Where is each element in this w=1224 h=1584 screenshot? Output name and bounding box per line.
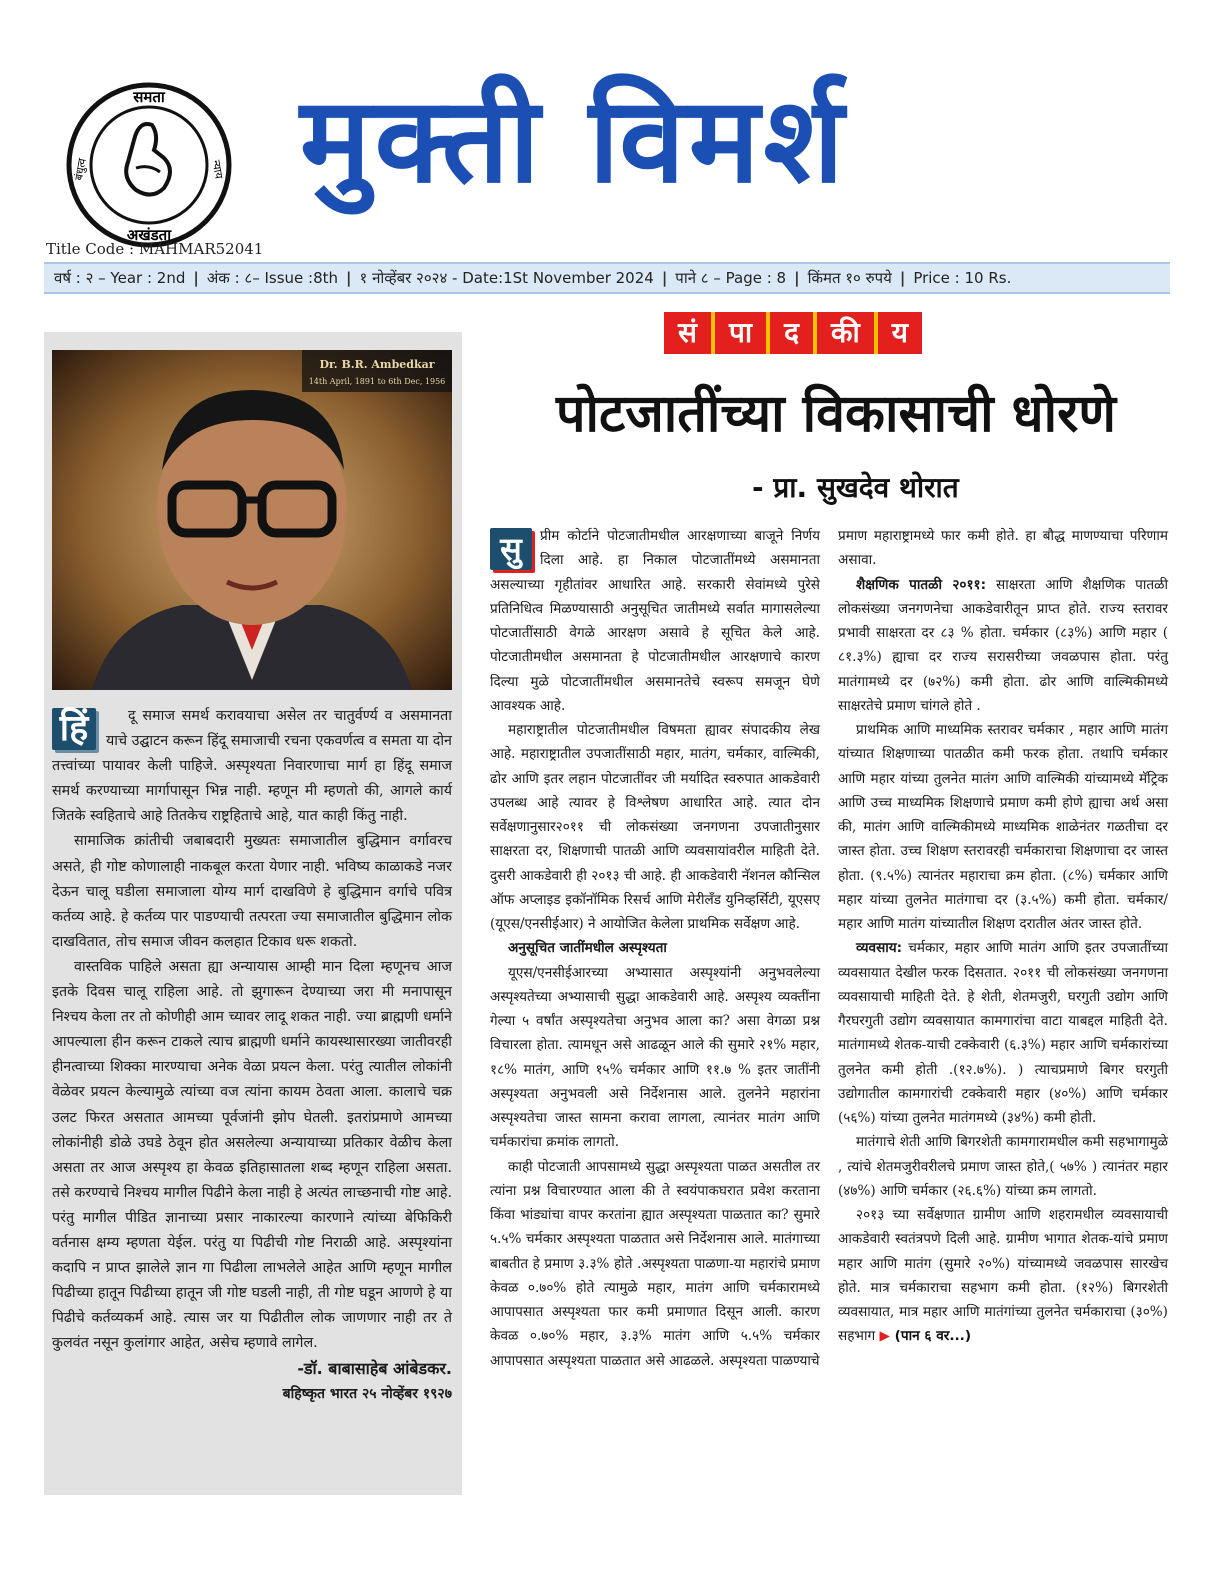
- ambedkar-portrait: [52, 350, 452, 690]
- section-heading: व्यवसाय:: [856, 940, 903, 957]
- quote-text: [52, 704, 452, 1407]
- editorial-paragraph: [838, 1203, 1168, 1349]
- title-code: Title Code : MAHMAR52041: [46, 240, 264, 258]
- quote-source: बहिष्कृत भारत २५ नोव्हेंबर १९२७: [282, 1385, 452, 1402]
- editorial-label: [664, 312, 922, 354]
- info-price-en: Price : 10 Rs.: [913, 269, 1012, 287]
- quote-signature: -डॉ. बाबासाहेब आंबेडकर.: [297, 1359, 452, 1379]
- issue-info-bar: [44, 262, 1170, 294]
- editorial-label-letter: की: [817, 312, 878, 354]
- continued-text: (पान ६ वर...): [894, 1328, 972, 1345]
- info-date: १ नोव्हेंबर २०२४ - Date:1St November 2024: [359, 269, 654, 287]
- editorial-paragraph: यूएस/एनसीईआरच्या अभ्यासात अस्पृश्यांनी अनुभवलेल्या अस्पृश्यतेच्या अभ्यासाची सुद्धा आकडेवारी आहे. अस्पृश्य व्यक्तींना गेल्या ५ वर्षांत अस्पृश्यतेचा अनुभव आला का? असा वेगळा प्रश्न विचारला होता. त्यामधून असे आढळून आले की सुमारे २१% महार, १८% मातंग, आणि १५% चर्मकार आणि ११.७ % इतर जातींनी अस्पृश्यता अनुभवली असे निर्देशनास आले. तुलनेने महारांना अस्पृश्यतेचा जास्त सामना करावा लागला, त्यानंतर मातंग आणि चर्मकारांचा क्रमांक लागतो.: [490, 964, 820, 1151]
- editorial-byline: - प्रा. सुखदेव थोरात: [752, 471, 959, 504]
- logo-top-text: समता: [133, 88, 165, 106]
- info-page: पाने ८ – Page : 8: [675, 269, 787, 287]
- editorial-paragraph: [838, 573, 1168, 719]
- editorial-label-letter: सं: [664, 312, 715, 354]
- editorial-paragraph: काही पोटजाती आपसामध्ये सुद्धा अस्पृश्यता पाळत असतील तर त्यांना प्रश्न विचारण्यात आला की ते स्वयंपाकघरात प्रवेश करताना किंवा भांड्यांचा वापर करतांना ह्यात अस्पृश्यता पाळतात का? सुमारे ५.५% चर्मकार अस्पृश्यता पाळतात असे निर्देशनास आले. मातंगाच्या बाबतीत हे प्रमाण ३.३% होते .अस्पृश्यता पाळणा-या महारांचे प्रमाण केवळ ०.७०% होते त्यामुळे महार, मातंग आणि चर्मकारामध्ये आपापसात अस्पृश्यता फार कमी प्रमाणात दिसून आली. कारण केवळ ०.७०% महार, ३.३% मातंग आणि ५.५% चर्मकार आपापसात अस्पृश्यता पाळतात असे आढळले. अस्पृश्यता पाळण्याचे: [490, 1158, 820, 1369]
- editorial-paragraph: प्रमाण महाराष्ट्रामध्ये फार कमी होते. हा बौद्ध माणण्याचा परिणाम असावा.: [838, 528, 1168, 569]
- paragraph-body: साक्षरता आणि शैक्षणिक पातळी लोकसंख्या जनगणनेचा आकडेवारीतून प्राप्त होते. राज्य स्तरावर प्रभावी साक्षरता दर ८३ % होता. चर्मकार (८३%) आणि महार ( ८१.३%) ह्याचा दर राज्य सरासरीच्या जवळपास होता. परंतु मातंगामध्ये दर (७२%) कमी होता. ढोर आणि वाल्मिकीमध्ये साक्षरतेचे प्रमाण चांगले होते .: [838, 576, 1168, 714]
- portrait-dates: 14th April, 1891 to 6th Dec, 1956: [308, 377, 446, 386]
- masthead-title: मुक्ती विमर्श: [300, 71, 848, 209]
- logo-right-text: न्याय: [209, 158, 226, 180]
- editorial-dropcap: सु: [490, 528, 532, 570]
- editorial-label-letter: द: [770, 312, 817, 354]
- editorial-paragraph: महाराष्ट्रातील पोटजातीमधील विषमता ह्यावर संपादकीय लेख आहे. महाराष्ट्रातील उपजातींसाठी महार, मातंग, चर्मकार, वाल्मिकी, ढोर आणि इतर लहान पोटजातींवर जी मर्यादित स्वरुपात आकडेवारी उपलब्ध आहे त्यावर हे विश्लेषण आधारित आहे. त्यात दोन सर्वेक्षणानुसार२०११ ची लोकसंख्या जनगणना उपजातीनुसार साक्षरता दर, शिक्षणाची पातळी आणि व्यवसायांवरील माहिती देते. दुसरी आकडेवारी ही २०१३ ची आहे. ही आकडेवारी नॅशनल कौन्सिल ऑफ अप्लाइड इकॉनॉमिक रिसर्च आणि मेरीलँड युनिव्हर्सिटी, यूएसए (यूएस/एनसीईआर) ने आयोजित केलेला प्राथमिक सर्वेक्षण आहे.: [490, 722, 820, 932]
- arrow-right-icon: ▶: [879, 1328, 890, 1345]
- editorial-label-letter: पा: [715, 312, 770, 354]
- logo-emblem: [64, 80, 234, 250]
- portrait-caption: Dr. B.R. Ambedkar: [319, 358, 435, 371]
- logo-left-text: बंधुत्व: [72, 157, 89, 182]
- editorial-paragraph: [838, 936, 1168, 1130]
- quote-paragraph: वास्तविक पाहिले असता ह्या अन्यायास आम्ही मान दिला म्हणूनच आज इतके दिवस चालू राहिला आहे. तो झुगारून देण्याच्या जरा मी मनापासून निश्चय केला तर तो कोणीही आम च्यावर लादू शकत नाही. ज्या ब्राह्मणी धर्माने आपल्याला हीन करून टाकले त्याच ब्राह्मणी धर्माने कायस्थासारख्या जातीवरही हीनत्वाच्या शिक्का मारण्याचा अनेक वेळा प्रयत्न केला. परंतु त्यातील लोकांनी वेळेवर प्रयत्न केल्यामुळे त्यांच्या वज त्यांना कायम ठेवता आला. कालाचे चक्र उलट फिरत असतात आमच्या पूर्वजांनी झोप घेतली. इतरांप्रमाणे आमच्या लोकांनीही डोळे उघडे ठेवून होत असलेल्या अन्यायाच्या प्रतिकार वेळीच केला असता तर आज अस्पृश्य हा केवळ इतिहासातला शब्द म्हणून राहिला असता. तसे करण्याचे निश्चय मागील पिढीने केला नाही हे अत्यंत लाच्छनाची गोष्ट आहे. परंतु मागील पीडित ज्ञानाच्या प्रसार नाकारल्या कारणाने त्यांच्या बेफिकिरी वर्तनास क्षम्य म्हणता येईल. परंतु या पिढीची गोष्ट निराळी आहे. अस्पृश्यांना कदापि न प्राप्त झालेले ज्ञान गा पिढीला लाभलेले आहेत आणि म्हणून मागील पिढीच्या हातून पिढीच्या हातून जी गोष्ट घडली नाही, ती गोष्ट घडून आणणे हे या पिढीचे कर्तव्यकर्म आहे. त्यास जर या पिढीतील लोक जाणणार नाही तर ते कुलवंत नसून कुलांगार आहेत, असेच म्हणावे लागेल.: [52, 958, 452, 1352]
- editorial-headline: पोटजातींच्या विकासाची धोरणे: [555, 384, 1116, 444]
- quote-dropcap: हिं: [52, 708, 96, 750]
- editorial-column-1: [490, 524, 820, 1373]
- editorial-paragraph: प्राथमिक आणि माध्यमिक स्तरावर चर्मकार , महार आणि मातंग यांच्यात शिक्षणाच्या पातळीत कमी फरक होता. तथापि चर्मकार आणि महार यांच्या तुलनेत मातंग आणि वाल्मिकी यांच्यामध्ये मॅट्रिक आणि उच्च माध्यमिक शिक्षणाचे प्रमाण कमी होणे ह्याचा अर्थ असा की, मातंग आणि वाल्मिकीमध्ये माध्यमिक शाळेनंतर गळतीचा दर जास्त होता. उच्च शिक्षण स्तरावरही चर्मकाराचा शिक्षणाचा दर जास्त होता. (९.५%) त्यानंतर महाराचा क्रम होता. (८%) चर्मकार आणि महार यांच्या तुलनेत मातंगाचा दर (३.५%) कमी होता. चर्मकार/ महार आणि मातंग यांच्यातील शिक्षण दरातील अंतर जास्त होते.: [838, 722, 1168, 932]
- info-separator: |: [193, 269, 199, 287]
- editorial-column-2: [838, 524, 1168, 1349]
- info-price-mr: किंमत १० रुपये: [807, 269, 892, 287]
- info-separator: |: [346, 269, 352, 287]
- quote-paragraph: सामाजिक क्रांतीची जबाबदारी मुख्यतः समाजातील बुद्धिमान वर्गावरच असते, ही गोष्ट कोणालाही नाकबूल करता येणार नाही. भविष्य काळाकडे नजर देऊन चालू घडीला समाजाला योग्य मार्ग दाखविणे हे बुद्धिमान वर्गाचे पवित्र कर्तव्य आहे. हे कर्तव्य पार पाडण्याची तत्परता ज्या समाजातील बुद्धिमान लोक दाखवितात, तोच समाज जीवन कलहात टिकाव धरू शकतो.: [52, 833, 452, 950]
- info-separator: |: [899, 269, 906, 287]
- paragraph-body: चर्मकार, महार आणि मातंग आणि इतर उपजातींच्या व्यवसायात देखील फरक दिसतात. २०११ ची लोकसंख्या जनगणना व्यवसायाची माहिती देते. हे शेती, शेतमजुरी, घरगुती उद्योग आणि गैरघरगुती उद्योग व्यवसायात कामगारांचा वाटा याबद्दल माहिती देते. मातंगामध्ये शेतक-याची टक्केवारी (६.३%) महार आणि चर्मकारांच्या तुलनेत कमी होती .(१२.७%). ) त्याचप्रमाणे बिगर घरगुती उद्योगातील कामगारांची टक्केवारी महार (४०%) आणि चर्मकार (५६%) यांच्या तुलनेत मातंगमध्ये (३४%) कमी होती.: [838, 940, 1168, 1126]
- info-issue: अंक : ८– Issue :8th: [206, 269, 339, 287]
- editorial-label-letter: य: [878, 312, 922, 354]
- info-separator: |: [794, 269, 800, 287]
- quote-paragraph: दू समाज समर्थ करावयाचा असेल तर चातुर्वर्ण्य व असमानता याचे उद्घाटन करून हिंदू समाजाची रचना एकवर्णत्व व समता या दोन तत्त्वांच्या पायावर केली पाहिजे. अस्पृश्यता निवारणाचा मार्ग हा हिंदू समाज समर्थ करण्याच्या मार्गापासून भिन्न नाही. म्हणून मी म्हणतो की, आगले कार्य जितके स्वहिताचे आहे तितकेच राष्ट्रहिताचे आहे, यात काही किंतु नाही.: [52, 708, 452, 825]
- info-year: वर्ष : २ – Year : 2nd: [54, 269, 186, 287]
- logo-bottom-text: अखंडता: [126, 226, 172, 244]
- info-separator: |: [661, 269, 668, 287]
- ambedkar-quote-box: [44, 332, 462, 1495]
- section-heading: अनुसूचित जातींमधील अस्पृश्यता: [508, 940, 667, 957]
- section-heading: शैक्षणिक पातळी २०११:: [856, 576, 987, 593]
- continued-link[interactable]: [879, 1328, 971, 1344]
- editorial-paragraph: प्रीम कोर्टाने पोटजातीमधील आरक्षणाच्या बाजूने निर्णय दिला आहे. हा निकाल पोटजातींमध्ये असमानता असल्याच्या गृहीतांवर आधारित आहे. सरकारी सेवांमध्ये पुरेसे प्रतिनिधित्व मिळण्यासाठी अनुसूचित जातीमध्ये सर्वात मागासलेल्या पोटजातींसाठी वेगळे आरक्षण असावे हे सूचित केले आहे. पोटजातीमधील असमानता हे पोटजातीमधील आरक्षणाचे कारण दिल्या मुळे पोटजातींमधील असमानतेचे स्वरूप समजून घेणे आवश्यक आहे.: [490, 528, 820, 714]
- editorial-paragraph: मातंगाचे शेती आणि बिगरशेती कामगारामधील कमी सहभागामुळे , त्यांचे शेतमजुरीवरीलचे प्रमाण जास्त होते,( ५७% ) त्यानंतर महार (४७%) आणि चर्मकार (२६.६%) यांच्या क्रम लागतो.: [838, 1134, 1168, 1199]
- paragraph-body: २०१३ च्या सर्वेक्षणात ग्रामीण आणि शहरामधील व्यवसायाची आकडेवारी स्वतंत्रपणे दिली आहे. ग्रामीण भागात शेतक-यांचे प्रमाण महार आणि मातंग (सुमारे २०%) यांच्यामध्ये जवळपास सारखेच होते. मात्र चर्मकाराचा सहभाग कमी होता. (१२%) बिगरशेती व्यवसायात, मात्र महार आणि मातंगांच्या तुलनेत चर्मकाराचा (३०%) सहभाग: [838, 1207, 1168, 1345]
